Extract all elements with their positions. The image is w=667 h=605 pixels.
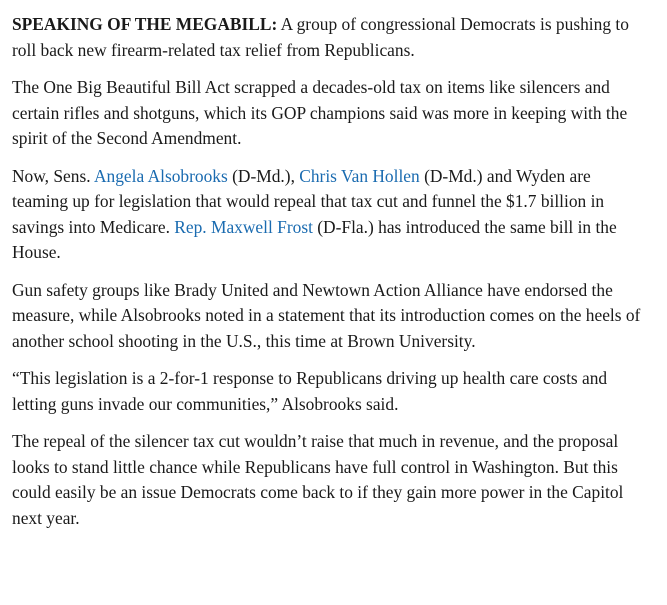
- section-lead: SPEAKING OF THE MEGABILL:: [12, 14, 278, 34]
- paragraph-intro: [12, 12, 647, 63]
- paragraph-quote: “This legislation is a 2-for-1 response to Republicans driving up health care costs and letting guns invade our communities,” Alsobrooks said.: [12, 368, 608, 414]
- link-angela-alsobrooks[interactable]: Angela Alsobrooks: [93, 165, 228, 186]
- senators-text-2: (D-Md.),: [227, 165, 300, 186]
- senators-text-1: Now, Sens.: [12, 165, 94, 186]
- paragraph-bill-act: The One Big Beautiful Bill Act scrapped a decades-old tax on items like silencers and certain rifles and shotguns, which its GOP champions said was more in keeping with the spirit of the Second Amendment.: [12, 77, 628, 148]
- senators-text-4: (D-Fla.) has introduced the same bill in the House.: [12, 216, 617, 262]
- paragraph-repeal: The repeal of the silencer tax cut wouldn’t raise that much in revenue, and the proposal looks to stand little chance while Republicans have full control in Washington. But this could easily be an issue Democrats come back to if they gain more power in the Capitol next year.: [12, 431, 624, 528]
- intro-text: A group of congressional Democrats is pushing to roll back new firearm-related tax relief from Republicans.: [12, 14, 629, 60]
- paragraph-gun-safety: Gun safety groups like Brady United and Newtown Action Alliance have endorsed the measure, while Alsobrooks noted in a statement that its introduction comes on the heels of another school shooting in the U.S., this time at Brown University.: [12, 279, 641, 351]
- paragraph-senators: [12, 164, 647, 266]
- link-chris-van-hollen[interactable]: Chris Van Hollen: [299, 165, 420, 186]
- senators-text-3: (D-Md.) and Wyden are teaming up for legislation that would repeal that tax cut and funnel the $1.7 billion in savings into Medicare.: [12, 165, 605, 237]
- link-maxwell-frost[interactable]: Rep. Maxwell Frost: [174, 216, 313, 237]
